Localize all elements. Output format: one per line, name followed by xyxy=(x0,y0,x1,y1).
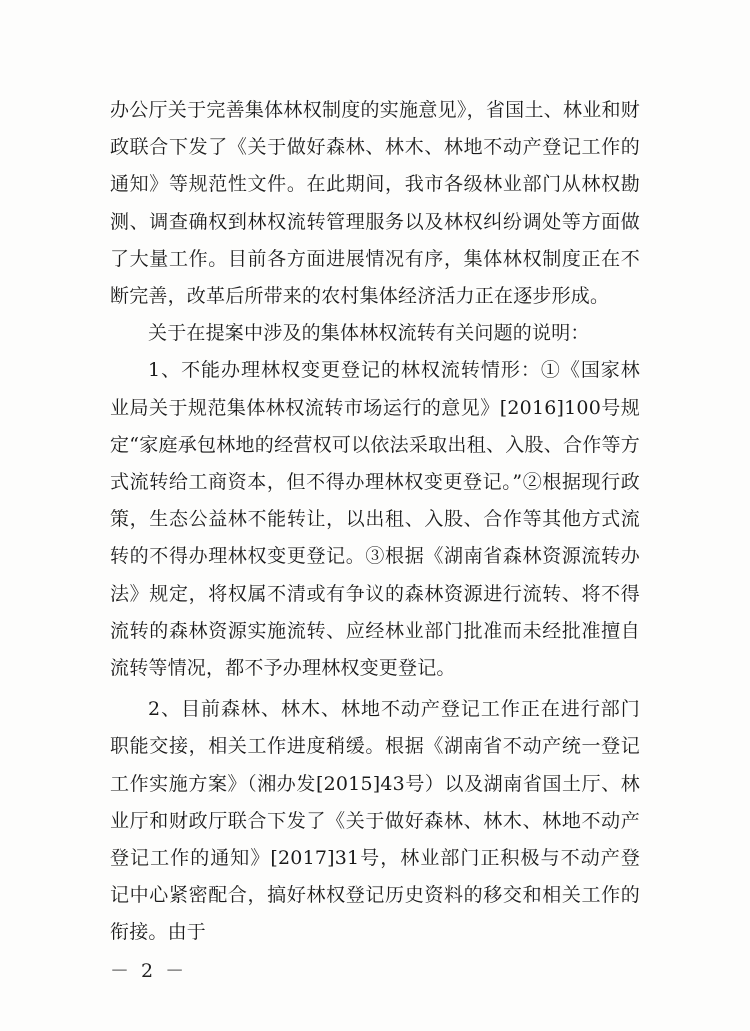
document-body xyxy=(110,92,640,952)
paragraph-4: 2、目前森林、林木、林地不动产登记工作正在进行部门职能交接，相关工作进度稍缓。根据《湖南省不动产统一登记工作实施方案》（湘办发[2015]43号）以及湖南省国土厅、林业厅和财政厅联合下发了《关于做好森林、林木、林地不动产登记工作的通知》[2017]31号，林业部门正积极与不动产登记中心紧密配合，搞好林权登记历史资料的移交和相关工作的衔接。由于 xyxy=(110,698,640,944)
page-number: － 2 － xyxy=(110,960,188,982)
paragraph-1: 办公厅关于完善集体林权制度的实施意见》，省国土、林业和财政联合下发了《关于做好森林、林木、林地不动产登记工作的通知》等规范性文件。在此期间，我市各级林业部门从林权勘测、调查确权到林权流转管理服务以及林权纠纷调处等方面做了大量工作。目前各方面进展情况有序，集体林权制度正在不断完善，改革后所带来的农村集体经济活力正在逐步形成。 xyxy=(110,99,640,308)
paragraph-2: 关于在提案中涉及的集体林权流转有关问题的说明： xyxy=(148,322,590,345)
paragraph-3: 1、不能办理林权变更登记的林权流转情形：①《国家林业局关于规范集体林权流转市场运行的意见》[2016]100号规定“家庭承包林地的经营权可以依法采取出租、入股、合作等方式流转给工商资本，但不得办理林权变更登记。”②根据现行政策，生态公益林不能转让，以出租、入股、合作等其他方式流转的不得办理林权变更登记。③根据《湖南省森林资源流转办法》规定，将权属不清或有争议的森林资源进行流转、将不得流转的森林资源实施流转、应经林业部门批准而未经批准擅自流转等情况，都不予办理林权变更登记。 xyxy=(110,359,640,680)
